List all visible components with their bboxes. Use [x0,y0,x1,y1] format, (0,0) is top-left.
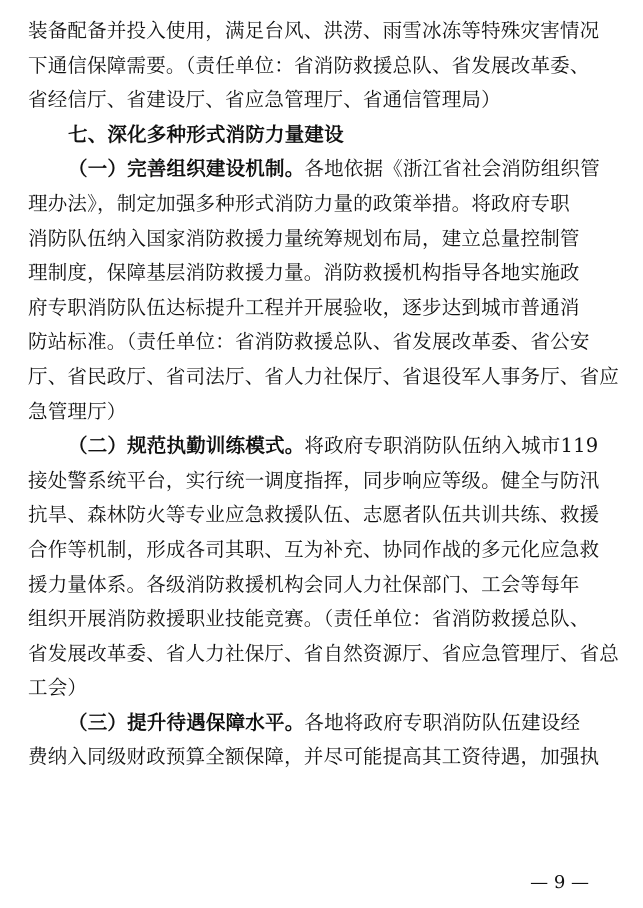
section-heading: 七、深化多种形式消防力量建设 [68,122,344,146]
body-line: 抗旱、森林防火等专业应急救援队伍、志愿者队伍共训共练、救援 [28,503,600,527]
body-line: 省经信厅、省建设厅、省应急管理厅、省通信管理局） [28,88,501,112]
body-line: 装备配备并投入使用，满足台风、洪涝、雨雪冰冻等特殊灾害情况 [28,19,600,42]
subsection-text: 各地依据《浙江省社会消防组织管 [304,157,600,181]
body-line: 急管理厅） [28,399,127,423]
body-line: 工会） [28,676,88,700]
body-line: 理制度，保障基层消防救援力量。消防救援机构指导各地实施政 [28,261,580,285]
document-page [28,14,620,775]
subsection-title: （二）规范执勤训练模式。 [68,434,305,458]
subsection-first-line [28,706,616,741]
subsection-title: （三）提升待遇保障水平。 [68,710,305,734]
subsection-first-line [28,152,616,187]
body-line: 防站标准。（责任单位：省消防救援总队、省发展改革委、省公安 [28,330,590,354]
subsection-text: 将政府专职消防队伍纳入城市119 [304,434,599,458]
body-line: 消防队伍纳入国家消防救援力量统筹规划布局，建立总量控制管 [28,226,580,250]
body-line: 组织开展消防救援职业技能竞赛。（责任单位：省消防救援总队、 [28,607,590,631]
body-line: 费纳入同级财政预算全额保障，并尽可能提高其工资待遇，加强执 [28,745,600,769]
body-line: 下通信保障需要。（责任单位：省消防救援总队、省发展改革委、 [28,53,590,77]
page-number: — 9 — [530,872,589,893]
subsection-text: 各地将政府专职消防队伍建设经 [304,710,581,734]
body-line: 合作等机制，形成各司其职、互为补充、协同作战的多元化应急救 [28,537,600,561]
body-line: 厅、省民政厅、省司法厅、省人力社保厅、省退役军人事务厅、省应 [28,364,620,388]
body-line: 理办法》，制定加强多种形式消防力量的政策举措。将政府专职 [28,191,570,215]
body-line: 接处警系统平台，实行统一调度指挥，同步响应等级。健全与防汛 [28,468,600,492]
subsection-first-line [28,429,616,464]
body-line: 省发展改革委、省人力社保厅、省自然资源厅、省应急管理厅、省总 [28,641,620,665]
body-line: 援力量体系。各级消防救援机构会同人力社保部门、工会等每年 [28,572,580,596]
body-line: 府专职消防队伍达标提升工程并开展验收，逐步达到城市普通消 [28,295,580,319]
subsection-title: （一）完善组织建设机制。 [68,157,305,181]
